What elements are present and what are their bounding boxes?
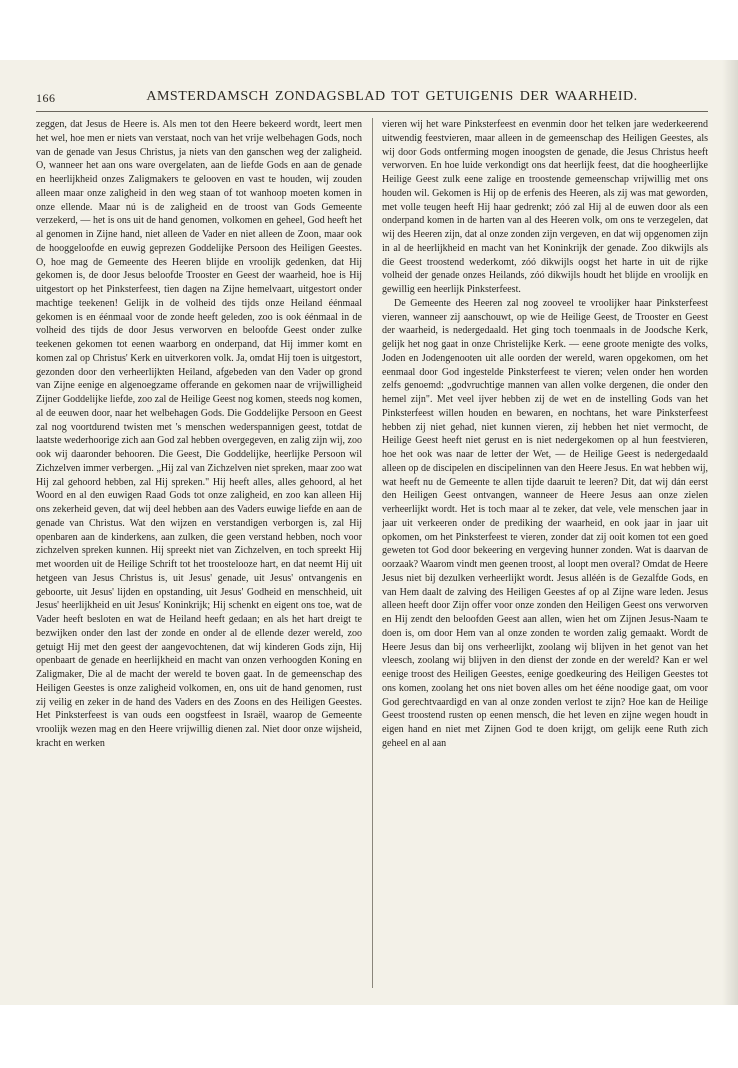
left-paragraph-1: zeggen, dat Jesus de Heere is. Als men tot den Heere bekeerd wordt, leert men het wel, hoe men er niets van verstaat, noch van het vrije welbehagen Gods, noch van de genade van Jesus Christus, ja niets van den ganschen weg der zaligheid. O, wanneer het aan ons ware overgelaten, aan de liefde Gods en aan de genade en heerlijkheid onzes Zaligmakers te gelooven en vast te houden, wij zouden alleen maar onze zaligheid in den weg staan of tot wanhoop moeten komen in onze ellende. Maar nú is de zaligheid en de troost van Gods Gemeente verzekerd, — het is ons uit de hand genomen, volkomen en geheel, God heeft het al genomen in Zijne hand, niet alleen de Vader en niet alleen de Zoon, maar ook de hooggeloofde en euwig geprezen Goddelijke Persoon des Heiligen Geestes. O, hoe mag de Gemeente des Heeren blijde en vroolijk gedenken, dat Hij gekomen is, de door Jesus beloofde Trooster en Geest der waarheid, hoe is Hij uitgestort op het Pinksterfeest, tien dagen na Zijne hemelvaart, uitgestort onder machtige teekenen! Gelijk in de volheid des tijds onze Heiland éénmaal gekomen is en éénmaal voor de zonde heeft geleden, zoo is ook éénmaal in de volheid des tijds de door Jesus verworven en beloofde Geest onder zulke teekenen gekomen tot eenen waarborg en onderpand, dat Hij immer komt en komen zal op Christus' Kerk en uitverkoren volk. Ja, omdat Hij toen is uitgestort, gezonden door den verheerlijkten Heiland, afgebeden van den Vader op grond van Zijne eenige en algenoegzame offerande en gekomen naar de vrijwilligheid Zijner Goddelijke liefde, zoo zal de Heilige Geest nog komen, steeds nog komen, al de eeuwen door, naar het welbehagen Gods. Die Goddelijke Persoon en Geest zal nog voortdurend twisten met 's menschen wederspannigen geest, totdat de laatste wederhoorige zich aan God zal hebben overgegeven, en zalig zijn wij, zoo ook wij daaronder behooren. Die Geest, Die Goddelijke, heerlijke Persoon wil Zichzelven immer verbergen. „Hij zal van Zichzelven niet spreken, maar zoo wat Hij zal gehoord hebben, zal Hij spreken." Hij heeft alles, alles gehoord, al het Woord en al den euwigen Raad Gods tot onze zaligheid, en zoo kan alleen Hij ons zekerheid geven, dat wij deel hebben aan des Vaders euwige liefde en aan de genade van Christus. Wat den wijzen en verstandigen verborgen is, zal Hij openbaren aan de kinderkens, aan zulken, die geen verstand hebben, noch voor zichzelven spreken kunnen. Hij spreekt niet van Zichzelven, en toch spreekt Hij met woorden uit de Heilige Schrift tot het troostelooze hart, en dat neemt Hij uit hetgeen van Jesus Christus is, uit Jesus' genade, uit Jesus' ontvangenis en geboorte, uit Jesus' lijden en opstanding, uit Jesus' Godheid en menschheid, uit Jesus' heerlijkheid en uit Jesus' Koninkrijk; Hij schenkt en eigent ons toe, wat de Vader heeft besloten en wat de Heiland heeft gedaan; en als het hart dreigt te bezwijken onder den last der zonde en onder al de ellende dezer wereld, zoo getuigt Hij met den geest der aangevochtenen, dat wij kinderen Gods zijn, Hij openbaart de genade en heerlijkheid en macht van onzen verhoogden Koning en Zaligmaker, Die al de macht der wereld te boven gaat. In de gemeenschap des Heiligen Geestes is onze zaligheid volkomen, en, ons uit de hand genomen, rust zij veilig en zeker in de hand des Vaders en des Zoons en des Heiligen Geestes. Het Pinksterfeest is van ouds een oogstfeest in Israël, waarop de Gemeente vroolijk wezen mag en den Heere vrijwillig dienen zal. Niet door onze wijsheid, kracht en werken — [36, 119, 362, 749]
left-column — [36, 118, 362, 990]
right-column — [382, 118, 708, 990]
page-number: 166 — [36, 91, 56, 105]
header-rule — [36, 111, 708, 112]
right-paragraph-2: De Gemeente des Heeren zal nog zooveel te vroolijker haar Pinksterfeest vieren, wanneer zij aanschouwt, op wie de Heilige Geest, de Trooster en Geest der waarheid, is nedergedaald. Het ging toch toenmaals in de Joodsche Kerk, gelijk het nog gaat in onze Christelijke Kerk. — eene groote menigte des volks, Joden en Jodengenooten uit alle oorden der wereld, waren opgekomen, om het eenmaal door God ingestelde Pinksterfeest te vieren; velen onder hen worden zelfs genoemd: „godvruchtige mannen van allen volke dergenen, die onder den hemel zijn". Met veel ijver hebben zij de wet en de instelling Gods van het Pinksterfeest willen houden en bewaren, en nochtans, het ware Pinksterfeest hebben zij niet gehad, niet kunnen vieren, zij hebben het niet vermocht, de Heilige Geest heeft niet gerust en is niet nedergekomen op al hun feestvieren, hoe het ook was naar de letter der Wet, — de Heilige Geest is nedergedaald alleen op de discipelen en discipelinnen van den Heere Jesus. En wat hebben wij, wat heeft nu de Gemeente te allen tijde daaruit te leeren? Dit, dat wij dán eerst den Heiligen Geest ontvangen, wanneer de Heere Jesus aan onze zielen verheerlijkt wordt. Het is toch maar al te zeker, dat vele, vele menschen jaar in jaar uit verkeeren onder de prediking der waarheid, en ook jaar in jaar uit opkomen, om het Pinksterfeest te vieren, zonder dat zij ooit komen tot een goed geweten tot God door bekeering en vergeving hunner zonden. Wat is daarvan de oorzaak? Waarom vindt men geenen troost, al loopt men overal? Omdat de Heere Jesus niet bij dezulken verheerlijkt wordt. Jesus alléén is de Gezalfde Gods, en van Hem daalt de zalving des Heiligen Geestes af op al Zijne ware leden. Jesus alleen heeft door Zijn offer voor onze zonden den Heiligen Geest ons verworven en Hij zendt den beloofden Geest aan allen, wien het om Zijnen Jesus-Naam te doen is, om door Hem van al onze zonden te worden zalig gemaakt. Wordt de Heere Jesus dan bij ons verheerlijkt, zoolang wij blijven in het genot van het vleesch, zoolang wij blijven in den dienst der zonde en der wereld? Kan er wel eenige troost des Heiligen Geestes, eenige goedkeuring des Heiligen Geestes tot ons komen, zoolang het ons niet boven alles om het ééne noodige gaat, om voor God gerechtvaardigd en van al onze zonden verlost te zijn? Hoe kan de Heilige Geest troostend rusten op eenen mensch, die het leven en zijne wegen houdt in eigen hand en niet met Zijnen God te doen krijgt, om gelijk eene Ruth zich geheel en al aan — [382, 297, 708, 749]
text-columns — [36, 118, 708, 990]
column-divider — [372, 118, 373, 988]
running-title: AMSTERDAMSCH ZONDAGSBLAD TOT GETUIGENIS DER WAARHEID. — [146, 89, 638, 104]
right-paragraph-1: vieren wij het ware Pinksterfeest en evenmin door het telken jare wederkeerend uitwendig feestvieren, maar alleen in de gemeenschap des Heiligen Geestes, als wij door Gods ontferming mogen inoogsten de genade, die Jesus Christus heeft verworven. En hoe luide verkondigt ons dat heerlijk feest, dat die hoogheerlijke Heilige Geest zulk eene zalige en troostende gemeenschap vrijwillig met ons houden wil. Gekomen is Hij op de erfenis des Heeren, als zij was mat geworden, met volle teugen heeft Hij haar gedrenkt; zóó zal Hij al de euwen door als een onderpand komen in de harten van al des Heeren volk, om ons te verzegelen, dat wij des Heeren zijn, dat al onze zonden zijn vergeven, en dat wij opgenomen zijn in al de heerlijkheid en macht van het Koninkrijk der genade. Zoo dikwijls als die Geest troostend wederkomt, zóó dikwijls oogst het harte in uit de rijke volheid der genade onzes Heilands, zóó dikwijls houdt het blijde en vroolijk en gewillig een heerlijk Pinksterfeest. — [382, 119, 708, 295]
page-header — [36, 89, 708, 109]
page-spine-shadow — [722, 60, 738, 1005]
